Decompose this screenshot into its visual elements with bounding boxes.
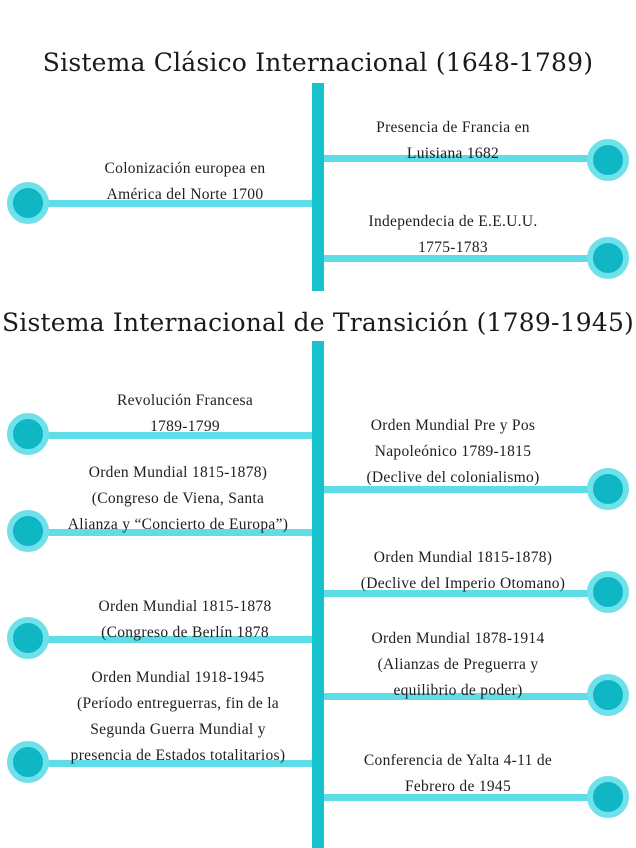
event-label-colonizacion: Colonización europea en América del Norte 1700 [104, 160, 266, 203]
event-label-orden-preguerra: Orden Mundial 1878-1914 (Alianzas de Preguerra y equilibrio de poder) [371, 630, 545, 699]
event-label-orden-viena: Orden Mundial 1815-1878) (Congreso de Viena, Santa Alianza y “Concierto de Europa”) [67, 464, 289, 533]
timeline-spine-2 [312, 341, 324, 848]
timeline-node [7, 413, 49, 455]
event-label-orden-napoleonico: Orden Mundial Pre y Pos Napoleónico 1789-1815 (Declive del colonialismo) [366, 417, 540, 486]
timeline-node [7, 741, 49, 783]
timeline-spine-1 [312, 83, 324, 291]
event-label-yalta: Conferencia de Yalta 4-11 de Febrero de 1945 [363, 752, 553, 795]
timeline-node [7, 510, 49, 552]
event-label-orden-entreguerras: Orden Mundial 1918-1945 (Período entreguerras, fin de la Segunda Guerra Mundial y presencia de Estados totalitarios) [70, 669, 286, 764]
event-label-orden-otomano: Orden Mundial 1815-1878) (Declive del Imperio Otomano) [360, 549, 566, 592]
event-label-independencia: Independecia de E.E.U.U. 1775-1783 [368, 213, 538, 256]
section1-title: Sistema Clásico Internacional (1648-1789) [42, 48, 594, 77]
event-label-orden-berlin: Orden Mundial 1815-1878 (Congreso de Berlín 1878 [98, 598, 272, 641]
timeline-node [587, 468, 629, 510]
timeline-node [587, 139, 629, 181]
timeline-node [587, 237, 629, 279]
timeline-node [7, 182, 49, 224]
timeline-node [587, 571, 629, 613]
event-label-revolucion: Revolución Francesa 1789-1799 [116, 392, 254, 435]
timeline-node [587, 776, 629, 818]
event-label-francia: Presencia de Francia en Luisiana 1682 [376, 119, 530, 162]
section2-title: Sistema Internacional de Transición (1789-1945) [1, 308, 635, 337]
timeline-node [7, 617, 49, 659]
timeline-node [587, 674, 629, 716]
